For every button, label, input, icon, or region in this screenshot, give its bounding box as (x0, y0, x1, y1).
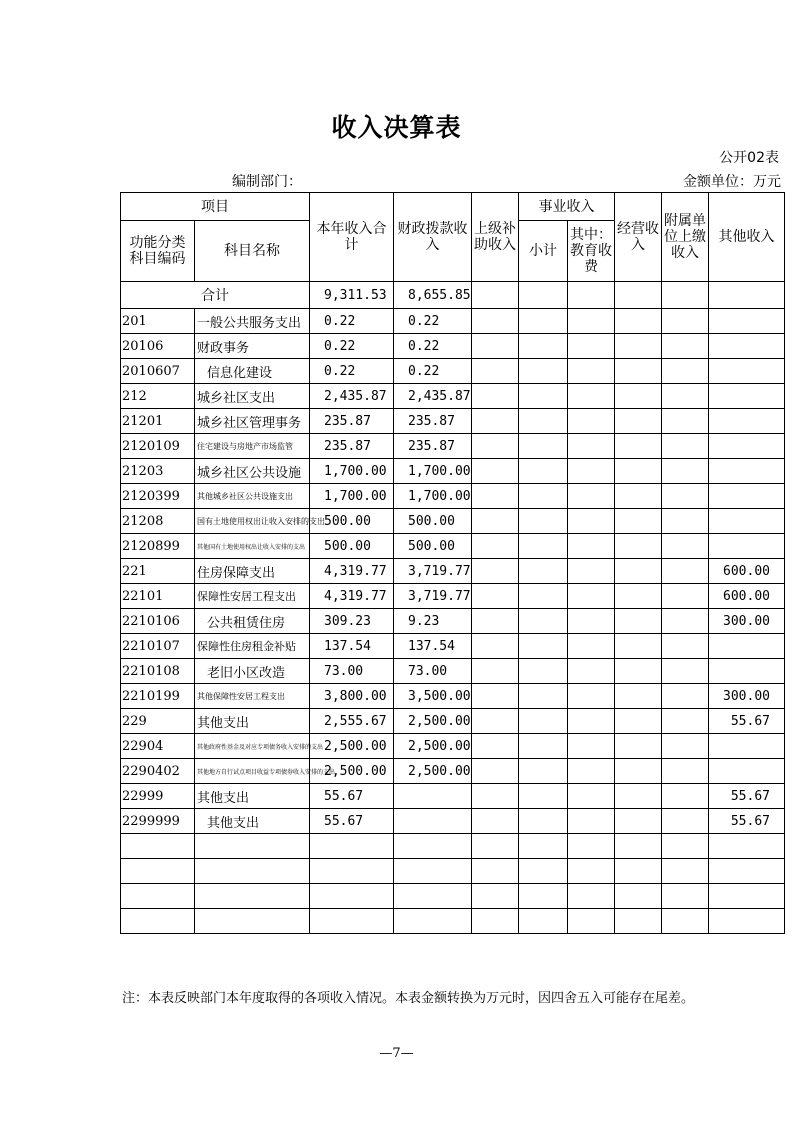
empty-cell (472, 534, 519, 559)
empty-cell (568, 659, 615, 684)
subject-name-cell: 其他支出 (195, 809, 310, 834)
empty-cell (519, 384, 568, 409)
empty-cell (662, 909, 709, 934)
empty-cell (519, 709, 568, 734)
fiscal-appropriation-cell: 1,700.00 (394, 459, 472, 484)
fiscal-appropriation-cell: 2,500.00 (394, 709, 472, 734)
fiscal-appropriation-cell: 1,700.00 (394, 484, 472, 509)
empty-cell (519, 534, 568, 559)
other-income-cell: 600.00 (709, 584, 785, 609)
total-income-cell: 2,500.00 (310, 734, 394, 759)
blank-row (121, 884, 785, 909)
empty-cell (472, 659, 519, 684)
empty-cell (662, 759, 709, 784)
empty-cell (519, 584, 568, 609)
empty-cell (519, 659, 568, 684)
empty-cell (472, 734, 519, 759)
empty-cell (568, 309, 615, 334)
empty-cell (615, 884, 662, 909)
total-income-cell: 500.00 (310, 534, 394, 559)
function-code-cell: 22999 (121, 784, 195, 809)
function-code-cell: 221 (121, 559, 195, 584)
other-income-cell (709, 634, 785, 659)
empty-cell (709, 859, 785, 884)
empty-cell (662, 859, 709, 884)
total-income-cell: 235.87 (310, 409, 394, 434)
fiscal-appropriation-cell: 9.23 (394, 609, 472, 634)
empty-cell (472, 359, 519, 384)
empty-cell (662, 434, 709, 459)
empty-cell (568, 534, 615, 559)
empty-cell (472, 809, 519, 834)
subject-name-cell: 住宅建设与房地产市场监管 (195, 434, 310, 459)
other-income-cell (709, 334, 785, 359)
function-code-cell: 2210199 (121, 684, 195, 709)
total-income-cell: 9,311.53 (310, 282, 394, 309)
fiscal-appropriation-cell: 500.00 (394, 534, 472, 559)
subject-name-cell: 城乡社区公共设施 (195, 459, 310, 484)
total-income-cell: 309.23 (310, 609, 394, 634)
empty-cell (472, 559, 519, 584)
empty-cell (615, 534, 662, 559)
fiscal-appropriation-cell: 235.87 (394, 434, 472, 459)
empty-cell (615, 684, 662, 709)
empty-cell (472, 484, 519, 509)
table-row (121, 459, 785, 484)
header-operating-income: 经营收入 (615, 193, 662, 282)
function-code-cell: 21208 (121, 509, 195, 534)
empty-cell (195, 859, 310, 884)
header-affiliated-income: 附属单位上缴收入 (662, 193, 709, 282)
fiscal-appropriation-cell: 3,719.77 (394, 584, 472, 609)
subject-name-cell: 城乡社区管理事务 (195, 409, 310, 434)
empty-cell (568, 459, 615, 484)
empty-cell (662, 684, 709, 709)
table-row (121, 509, 785, 534)
blank-row (121, 859, 785, 884)
empty-cell (568, 334, 615, 359)
total-income-cell: 4,319.77 (310, 584, 394, 609)
fiscal-appropriation-cell: 73.00 (394, 659, 472, 684)
empty-cell (519, 409, 568, 434)
empty-cell (615, 559, 662, 584)
empty-cell (568, 734, 615, 759)
empty-cell (662, 359, 709, 384)
function-code-cell: 212 (121, 384, 195, 409)
total-income-cell: 235.87 (310, 434, 394, 459)
empty-cell (662, 409, 709, 434)
header-subject-name: 科目名称 (195, 221, 310, 282)
empty-cell (472, 509, 519, 534)
table-row (121, 384, 785, 409)
function-code-cell: 21201 (121, 409, 195, 434)
other-income-cell: 300.00 (709, 684, 785, 709)
table-row (121, 534, 785, 559)
header-education-fee: 其中：教育收费 (568, 221, 615, 282)
empty-cell (568, 684, 615, 709)
empty-cell (662, 309, 709, 334)
other-income-cell (709, 534, 785, 559)
empty-cell (195, 884, 310, 909)
table-row (121, 409, 785, 434)
total-income-cell: 1,700.00 (310, 459, 394, 484)
fiscal-appropriation-cell: 500.00 (394, 509, 472, 534)
fiscal-appropriation-cell: 2,435.87 (394, 384, 472, 409)
empty-cell (310, 834, 394, 859)
empty-cell (709, 834, 785, 859)
fiscal-appropriation-cell: 3,719.77 (394, 559, 472, 584)
amount-unit-label: 金额单位：万元 (683, 174, 781, 190)
empty-cell (472, 309, 519, 334)
function-code-cell: 2210106 (121, 609, 195, 634)
empty-cell (472, 859, 519, 884)
table-row (121, 609, 785, 634)
table-row (121, 809, 785, 834)
table-row (121, 659, 785, 684)
other-income-cell (709, 409, 785, 434)
table-row (121, 334, 785, 359)
income-final-accounts-table (120, 192, 785, 934)
empty-cell (615, 834, 662, 859)
total-label: 合计 (121, 282, 310, 309)
empty-cell (472, 459, 519, 484)
other-income-cell (709, 434, 785, 459)
subject-name-cell: 其他地方自行试点项目收益专项债券收入安排的支出 (195, 759, 310, 784)
total-row (121, 282, 785, 309)
blank-row (121, 834, 785, 859)
empty-cell (394, 884, 472, 909)
header-fiscal-appropriation: 财政拨款收入 (394, 193, 472, 282)
empty-cell (568, 409, 615, 434)
empty-cell (615, 734, 662, 759)
empty-cell (568, 909, 615, 934)
other-income-cell: 300.00 (709, 609, 785, 634)
empty-cell (615, 334, 662, 359)
subject-name-cell: 保障性安居工程支出 (195, 584, 310, 609)
fiscal-appropriation-cell (394, 809, 472, 834)
total-income-cell: 55.67 (310, 784, 394, 809)
empty-cell (568, 884, 615, 909)
empty-cell (472, 884, 519, 909)
empty-cell (568, 859, 615, 884)
table-row (121, 559, 785, 584)
total-fiscal-cell: 8,655.85 (394, 282, 472, 309)
empty-cell (568, 484, 615, 509)
total-income-cell: 2,555.67 (310, 709, 394, 734)
other-income-cell (709, 309, 785, 334)
empty-cell (394, 834, 472, 859)
empty-cell (519, 609, 568, 634)
empty-cell (519, 834, 568, 859)
empty-cell (472, 409, 519, 434)
subject-name-cell: 其他支出 (195, 784, 310, 809)
empty-cell (662, 609, 709, 634)
empty-cell (615, 859, 662, 884)
empty-cell (568, 809, 615, 834)
empty-cell (519, 309, 568, 334)
empty-cell (662, 384, 709, 409)
empty-cell (709, 909, 785, 934)
function-code-cell: 21203 (121, 459, 195, 484)
function-code-cell: 20106 (121, 334, 195, 359)
empty-cell (519, 784, 568, 809)
fiscal-appropriation-cell: 0.22 (394, 334, 472, 359)
empty-cell (519, 434, 568, 459)
empty-cell (615, 484, 662, 509)
empty-cell (662, 784, 709, 809)
other-income-cell (709, 359, 785, 384)
empty-cell (615, 384, 662, 409)
empty-cell (394, 859, 472, 884)
function-code-cell: 2120399 (121, 484, 195, 509)
total-income-cell: 0.22 (310, 309, 394, 334)
empty-cell (519, 734, 568, 759)
empty-cell (568, 634, 615, 659)
function-code-cell: 22904 (121, 734, 195, 759)
empty-cell (519, 359, 568, 384)
empty-cell (472, 834, 519, 859)
fiscal-appropriation-cell: 2,500.00 (394, 734, 472, 759)
subject-name-cell: 其他政府性基金及对应专项债务收入安排的支出 (195, 734, 310, 759)
empty-cell (662, 709, 709, 734)
total-income-cell: 3,800.00 (310, 684, 394, 709)
empty-cell (519, 459, 568, 484)
empty-cell (310, 909, 394, 934)
empty-cell (568, 359, 615, 384)
empty-cell (472, 609, 519, 634)
subject-name-cell: 财政事务 (195, 334, 310, 359)
empty-cell (662, 509, 709, 534)
total-income-cell: 2,500.00 (310, 759, 394, 784)
empty-cell (615, 909, 662, 934)
empty-cell (615, 509, 662, 534)
total-income-cell: 4,319.77 (310, 559, 394, 584)
function-code-cell: 2210107 (121, 634, 195, 659)
empty-cell (519, 909, 568, 934)
compiling-department-label: 编制部门： (232, 174, 302, 190)
other-income-cell: 55.67 (709, 784, 785, 809)
subject-name-cell: 城乡社区支出 (195, 384, 310, 409)
empty-cell (615, 759, 662, 784)
empty-cell (394, 909, 472, 934)
function-code-cell: 2010607 (121, 359, 195, 384)
table-row (121, 634, 785, 659)
empty-cell (121, 909, 195, 934)
other-income-cell (709, 734, 785, 759)
total-income-cell: 1,700.00 (310, 484, 394, 509)
total-income-cell: 55.67 (310, 809, 394, 834)
empty-cell (310, 884, 394, 909)
header-total-income: 本年收入合计 (310, 193, 394, 282)
empty-cell (472, 634, 519, 659)
fiscal-appropriation-cell: 137.54 (394, 634, 472, 659)
total-income-cell: 2,435.87 (310, 384, 394, 409)
empty-cell (472, 384, 519, 409)
empty-cell (472, 909, 519, 934)
subject-name-cell: 老旧小区改造 (195, 659, 310, 684)
empty-cell (662, 534, 709, 559)
function-code-cell: 2290402 (121, 759, 195, 784)
empty-cell (615, 809, 662, 834)
fiscal-appropriation-cell: 2,500.00 (394, 759, 472, 784)
table-row (121, 584, 785, 609)
other-income-cell: 55.67 (709, 709, 785, 734)
empty-cell (568, 709, 615, 734)
header-subtotal: 小计 (519, 221, 568, 282)
footnote: 注：本表反映部门本年度取得的各项收入情况。本表金额转换为万元时，因四舍五入可能存在尾差。 (122, 991, 695, 1006)
empty-cell (662, 659, 709, 684)
empty-cell (310, 859, 394, 884)
empty-cell (709, 884, 785, 909)
empty-cell (568, 784, 615, 809)
subject-name-cell: 公共租赁住房 (195, 609, 310, 634)
empty-cell (615, 409, 662, 434)
empty-cell (615, 584, 662, 609)
empty-cell (121, 859, 195, 884)
empty-cell (519, 509, 568, 534)
total-income-cell: 0.22 (310, 334, 394, 359)
empty-cell (519, 684, 568, 709)
fiscal-appropriation-cell: 235.87 (394, 409, 472, 434)
empty-cell (472, 784, 519, 809)
header-other-income: 其他收入 (709, 193, 785, 282)
table-row (121, 734, 785, 759)
empty-cell (121, 834, 195, 859)
function-code-cell: 2210108 (121, 659, 195, 684)
empty-cell (568, 384, 615, 409)
empty-cell (615, 459, 662, 484)
function-code-cell: 2120109 (121, 434, 195, 459)
fiscal-appropriation-cell: 0.22 (394, 309, 472, 334)
other-income-cell (709, 509, 785, 534)
table-row (121, 709, 785, 734)
table-row (121, 434, 785, 459)
empty-cell (472, 759, 519, 784)
empty-cell (472, 709, 519, 734)
fiscal-appropriation-cell (394, 784, 472, 809)
header-superior-subsidy: 上级补助收入 (472, 193, 519, 282)
empty-cell (568, 434, 615, 459)
subject-name-cell: 其他支出 (195, 709, 310, 734)
total-income-cell: 137.54 (310, 634, 394, 659)
empty-cell (519, 559, 568, 584)
subject-name-cell: 住房保障支出 (195, 559, 310, 584)
empty-cell (662, 334, 709, 359)
function-code-cell: 22101 (121, 584, 195, 609)
empty-cell (615, 309, 662, 334)
other-income-cell (709, 659, 785, 684)
empty-cell (519, 884, 568, 909)
subject-name-cell: 其他国有土地使用权出让收入安排的支出 (195, 534, 310, 559)
other-income-cell: 55.67 (709, 809, 785, 834)
empty-cell (472, 334, 519, 359)
empty-cell (615, 784, 662, 809)
empty-cell (568, 609, 615, 634)
empty-cell (568, 509, 615, 534)
empty-cell (121, 884, 195, 909)
empty-cell (662, 809, 709, 834)
function-code-cell: 201 (121, 309, 195, 334)
empty-cell (519, 759, 568, 784)
other-income-cell (709, 459, 785, 484)
empty-cell (519, 809, 568, 834)
form-number: 公开02表 (719, 150, 779, 166)
page-number: —7— (379, 1046, 414, 1061)
table-row (121, 359, 785, 384)
subject-name-cell: 一般公共服务支出 (195, 309, 310, 334)
page-title: 收入决算表 (331, 113, 462, 142)
empty-cell (615, 709, 662, 734)
empty-cell (615, 659, 662, 684)
empty-cell (472, 434, 519, 459)
empty-cell (472, 584, 519, 609)
other-income-cell: 600.00 (709, 559, 785, 584)
subject-name-cell: 国有土地使用权出让收入安排的支出 (195, 509, 310, 534)
table-row (121, 759, 785, 784)
other-income-cell (709, 384, 785, 409)
empty-cell (519, 634, 568, 659)
function-code-cell: 2299999 (121, 809, 195, 834)
total-income-cell: 0.22 (310, 359, 394, 384)
subject-name-cell: 其他保障性安居工程支出 (195, 684, 310, 709)
empty-cell (662, 484, 709, 509)
empty-cell (519, 334, 568, 359)
empty-cell (662, 584, 709, 609)
header-item: 项目 (121, 193, 310, 221)
empty-cell (568, 834, 615, 859)
function-code-cell: 229 (121, 709, 195, 734)
header-business-income: 事业收入 (519, 193, 615, 221)
empty-cell (615, 434, 662, 459)
table-row (121, 484, 785, 509)
table-row (121, 309, 785, 334)
subject-name-cell: 保障性住房租金补贴 (195, 634, 310, 659)
empty-cell (615, 609, 662, 634)
empty-cell (662, 734, 709, 759)
empty-cell (662, 459, 709, 484)
empty-cell (519, 859, 568, 884)
empty-cell (615, 634, 662, 659)
empty-cell (568, 759, 615, 784)
subject-name-cell: 其他城乡社区公共设施支出 (195, 484, 310, 509)
function-code-cell: 2120899 (121, 534, 195, 559)
empty-cell (195, 834, 310, 859)
subject-name-cell: 信息化建设 (195, 359, 310, 384)
empty-cell (662, 559, 709, 584)
empty-cell (195, 909, 310, 934)
empty-cell (472, 684, 519, 709)
total-income-cell: 73.00 (310, 659, 394, 684)
empty-cell (568, 584, 615, 609)
other-income-cell (709, 759, 785, 784)
fiscal-appropriation-cell: 0.22 (394, 359, 472, 384)
fiscal-appropriation-cell: 3,500.00 (394, 684, 472, 709)
empty-cell (568, 559, 615, 584)
empty-cell (519, 484, 568, 509)
table-row (121, 684, 785, 709)
blank-row (121, 909, 785, 934)
empty-cell (662, 884, 709, 909)
header-function-code: 功能分类科目编码 (121, 221, 195, 282)
table-row (121, 784, 785, 809)
empty-cell (662, 834, 709, 859)
empty-cell (615, 359, 662, 384)
total-income-cell: 500.00 (310, 509, 394, 534)
empty-cell (662, 634, 709, 659)
other-income-cell (709, 484, 785, 509)
